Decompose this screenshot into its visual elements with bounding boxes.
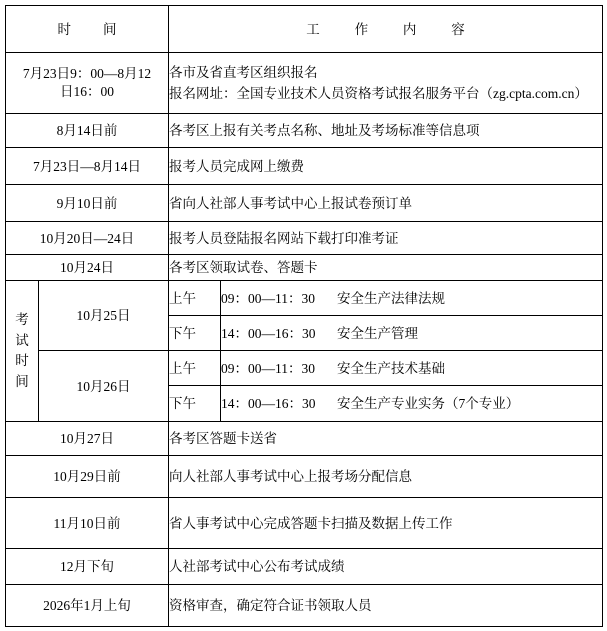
session-cell [221, 386, 603, 422]
exam-row [6, 351, 603, 386]
content-cell: 向人社部人事考试中心上报考场分配信息 [169, 456, 603, 498]
schedule-table [5, 5, 603, 627]
content-cell: 报考人员登陆报名网站下载打印准考证 [169, 222, 603, 255]
session-subject: 安全生产专业实务（7个专业） [337, 396, 520, 411]
table-row [6, 53, 603, 114]
table-row [6, 222, 603, 255]
table-row [6, 422, 603, 456]
header-time: 时间 [57, 21, 149, 37]
content-cell: 省向人社部人事考试中心上报试卷预订单 [169, 185, 603, 222]
content-line: 各市及省直考区组织报名 [169, 65, 318, 80]
registration-url-line: 报名网址：全国专业技术人员资格考试报名服务平台（zg.cpta.com.cn） [169, 86, 588, 101]
content-cell: 省人事考试中心完成答题卡扫描及数据上传工作 [169, 498, 603, 549]
session-period: 下午 [169, 316, 221, 351]
time-cell: 10月24日 [6, 255, 169, 281]
time-cell: 10月29日前 [6, 456, 169, 498]
time-line: 日16：00 [60, 84, 114, 99]
session-subject: 安全生产技术基础 [337, 360, 445, 376]
time-cell: 7月23日—8月14日 [6, 148, 169, 185]
content-cell: 各考区领取试卷、答题卡 [169, 255, 603, 281]
exam-date: 10月26日 [39, 351, 169, 422]
exam-row [6, 281, 603, 316]
time-line: 7月23日9：00—8月12 [22, 66, 152, 81]
time-cell: 9月10日前 [6, 185, 169, 222]
time-cell: 2026年1月上旬 [6, 585, 169, 627]
table-row [6, 114, 603, 148]
header-content-cell [169, 6, 603, 53]
session-period: 下午 [169, 386, 221, 422]
session-period: 上午 [169, 281, 221, 316]
table-row [6, 549, 603, 585]
content-cell: 各考区上报有关考点名称、地址及考场标准等信息项 [169, 114, 603, 148]
exam-time-label: 考试时间 [15, 312, 29, 389]
content-cell: 资格审查，确定符合证书领取人员 [169, 585, 603, 627]
session-time: 09：00—11：30 [221, 360, 315, 376]
time-cell: 11月10日前 [6, 498, 169, 549]
table-row [6, 498, 603, 549]
session-cell [221, 351, 603, 386]
header-content: 工作内容 [306, 21, 500, 37]
content-cell [169, 53, 603, 114]
time-cell: 8月14日前 [6, 114, 169, 148]
session-period: 上午 [169, 351, 221, 386]
content-cell: 各考区答题卡送省 [169, 422, 603, 456]
session-time: 14：00—16：30 [221, 396, 316, 411]
exam-label-cell [6, 281, 39, 422]
header-row [6, 6, 603, 53]
table-row [6, 456, 603, 498]
table-row [6, 185, 603, 222]
exam-date: 10月25日 [39, 281, 169, 351]
content-cell: 人社部考试中心公布考试成绩 [169, 549, 603, 585]
session-cell [221, 316, 603, 351]
header-time-cell [6, 6, 169, 53]
session-time: 14：00—16：30 [221, 325, 316, 341]
time-cell: 12月下旬 [6, 549, 169, 585]
session-time: 09：00—11：30 [221, 290, 315, 306]
time-cell [6, 53, 169, 114]
session-subject: 安全生产管理 [337, 325, 418, 341]
content-cell: 报考人员完成网上缴费 [169, 148, 603, 185]
table-row [6, 585, 603, 627]
time-cell: 10月27日 [6, 422, 169, 456]
table-row [6, 255, 603, 281]
table-row [6, 148, 603, 185]
session-cell [221, 281, 603, 316]
session-subject: 安全生产法律法规 [337, 290, 445, 306]
time-cell: 10月20日—24日 [6, 222, 169, 255]
